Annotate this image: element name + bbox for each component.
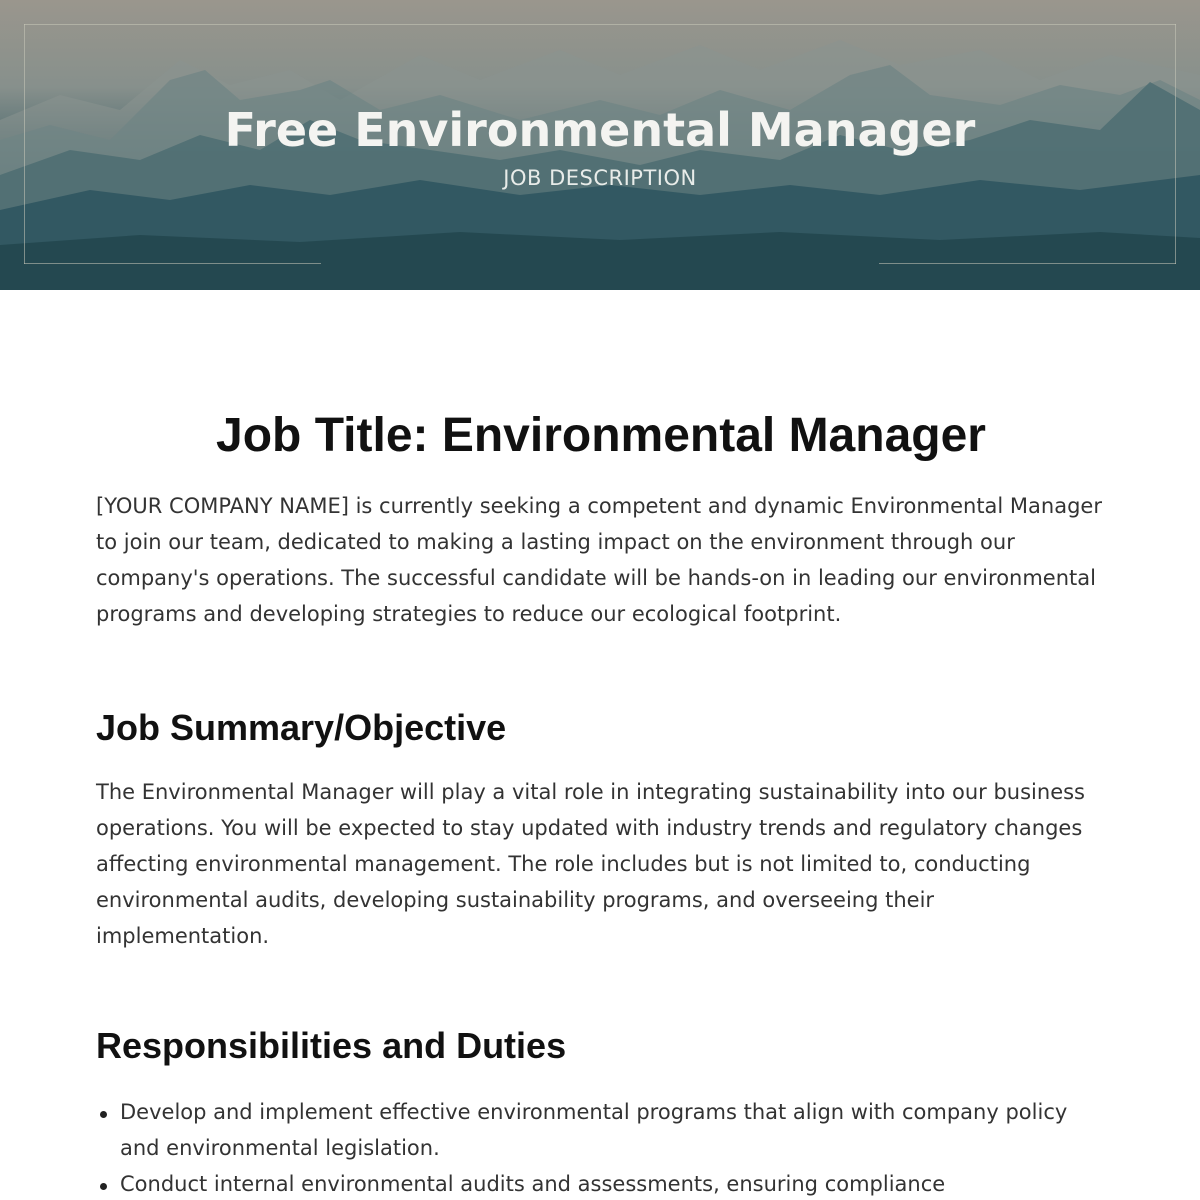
bullet-icon — [100, 1111, 107, 1118]
header-banner — [0, 0, 1200, 290]
responsibilities-list — [96, 1094, 1106, 1200]
banner-title: Free Environmental Manager — [224, 103, 976, 157]
bullet-icon — [100, 1183, 107, 1190]
job-title-heading: Job Title: Environmental Manager — [216, 409, 986, 462]
job-summary-paragraph: The Environmental Manager will play a vital role in integrating sustainability into our business operations. You will be expected to stay updated with industry trends and regulatory changes affecting environmental management. The role includes but is not limited to, conducting environmental audits, developing sustainability programs, and overseeing their implementation. — [96, 780, 1085, 948]
responsibilities-heading: Responsibilities and Duties — [96, 1025, 567, 1066]
banner-subtitle: JOB DESCRIPTION — [503, 166, 697, 190]
banner-frame-top — [24, 24, 1176, 25]
job-summary-heading: Job Summary/Objective — [96, 707, 507, 748]
list-item — [96, 1166, 1106, 1200]
banner-frame-bottom-right — [879, 263, 1176, 264]
list-item-text: Conduct internal environmental audits and assessments, ensuring compliance — [120, 1172, 946, 1196]
document-body — [96, 404, 1106, 1200]
banner-frame-bottom-left — [24, 263, 321, 264]
intro-paragraph: [YOUR COMPANY NAME] is currently seeking a competent and dynamic Environmental Manager to join our team, dedicated to making a lasting impact on the environment through our company's operations. The successful candidate will be hands-on in leading our environmental programs and developing strategies to reduce our ecological footprint. — [96, 494, 1102, 626]
list-item — [96, 1094, 1106, 1166]
list-item-text: Develop and implement effective environmental programs that align with company policy and environmental legislation. — [120, 1100, 1068, 1160]
